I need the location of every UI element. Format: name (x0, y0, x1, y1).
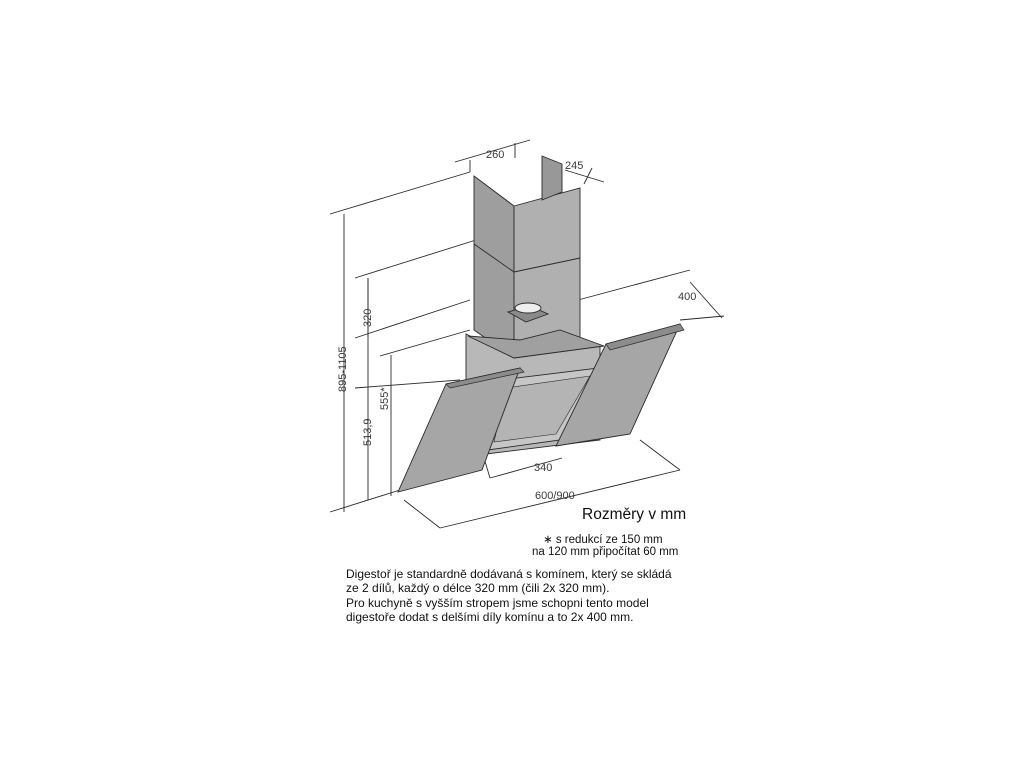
dim-total-width: 600/900 (535, 490, 575, 502)
dim-chimney-depth: 245 (565, 160, 584, 172)
description-line3: Pro kuchyně s vyšším stropem jsme schopni tento model (346, 595, 649, 610)
description-paragraph (346, 567, 746, 624)
caption-title: Rozměry v mm (582, 506, 687, 523)
dim-chimney-width: 260 (486, 149, 505, 161)
dim-chimney-piece: 320 (362, 308, 374, 327)
caption-note-line1: ∗ s redukcí ze 150 mm (543, 534, 663, 546)
chimney-front-face (514, 188, 580, 358)
chimney (474, 156, 580, 358)
dim-hood-height: 513,9 (362, 418, 374, 446)
chimney-back-flap (542, 156, 562, 200)
dim-height-reduction: 555* (379, 387, 391, 410)
description-line4: digestoře dodat s delšími díly komínu a to 2x 400 mm. (346, 609, 634, 624)
dim-total-height: 895-1105 (337, 346, 349, 392)
description-line2: ze 2 dílů, každý o délce 320 mm (čili 2x 320 mm). (346, 581, 610, 596)
description-line1: Digestoř je standardně dodávaná s komínem, který se skládá (346, 567, 672, 581)
dim-hood-depth: 400 (678, 291, 697, 303)
dim-inner-width: 340 (534, 462, 553, 474)
chimney-left-face (474, 176, 514, 358)
caption-note-line2: na 120 mm připočítat 60 mm (532, 546, 679, 558)
